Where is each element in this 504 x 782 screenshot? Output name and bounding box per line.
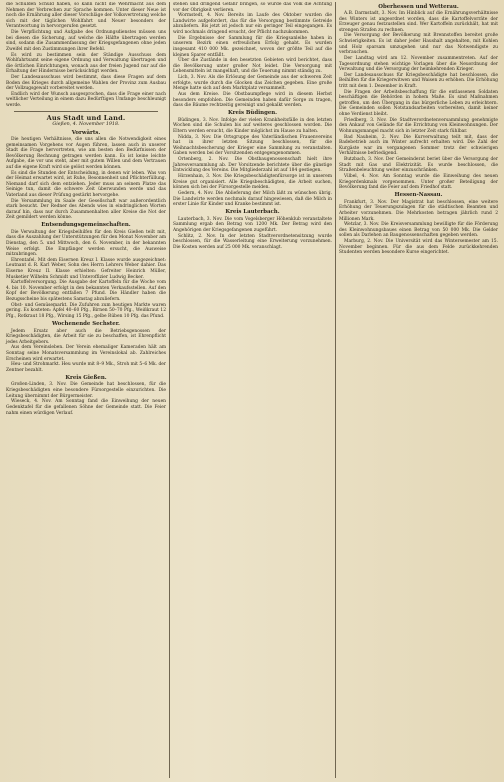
article-heading: Hessen-Nassau. — [394, 192, 443, 199]
article-heading: Wochenende Sechster. — [52, 321, 120, 328]
paragraph: Vilbel, 4. Nov. Am Sonntag wurde die Einweihung des neuen Kriegerdenkmals vorgenommen. Unter großer Beteiligung der Bevölkerung fand die Feier auf dem Friedhof statt. — [339, 174, 498, 191]
paragraph: Nidda, 3. Nov. Die Ortsgruppe des Vaterländischen Frauenvereins hat in ihrer letzten Sitzung beschlossen, für die Weihnachtsbescherung der Krieger eine Sammlung zu veranstalten. Gaben werden bei der Vorsitzenden entgegengenommen. — [173, 134, 332, 157]
article-heading: Kreis Büdingen. — [227, 110, 278, 117]
paragraph: Jedem Ersatz aber auch die Betriebsgenossen der Kriegsbeschädigten, die Arbeit für sie zu beschaffen, ist Ehrenpflicht jedes Arbeitgebers. — [6, 328, 166, 345]
dateline: Gießen, 4. November 1918. — [52, 122, 120, 128]
paragraph: Kartoffelversorgung. Die Ausgabe der Kartoffeln für die Woche vom 4. bis 10. November erfolgt in den bekannten Verkaufsstellen. Auf den Kopf der Bevölkerung entfallen 7 Pfund. Die Händler haben die Bezugsscheine bis spätestens Samstag abzuliefern. — [6, 280, 166, 303]
paragraph: Es sind die Stunden der Entscheidung, in denen wir leben. Was von der Heimat erwartet wird, ist Ruhe, Besonnenheit und Pflichterfüllung. Niemand darf sich dem entziehen. Jeder muss an seinem Platze das Seinige tun, damit die schwere Zeit überwunden werde und das Vaterland aus dieser Prüfung gestärkt hervorgehe. — [6, 170, 166, 198]
paragraph: Lich, 3. Nov. Als die Erlösung der Gemeinde aus der schweren Zeit erfolgte, wurde durch die Glocken das Zeichen gegeben. Eine große Menge hatte sich auf dem Marktplatz versammelt. — [173, 75, 332, 92]
article-heading: Entsendungsgemeinschaften. — [41, 222, 131, 229]
section-heading: Aus Stadt und Land. — [46, 113, 126, 122]
paragraph: Ortenberg, 2. Nov. Die Obstbaugenossenschaft hielt ihre Jahresversammlung ab. Der Vorsitzende berichtete über die günstige Entwicklung des Vereins. Die Mitgliederzahl ist auf 184 gestiegen. — [173, 157, 332, 174]
paragraph: Großen-Linden, 3. Nov. Die Gemeinde hat beschlossen, für die Kriegsbeschädigten eine besondere Fürsorgestelle einzurichten. Die Leitung übernimmt der Bürgermeister. — [6, 382, 166, 399]
paragraph: Aus dem Kreise. Die Obstbaumpflege wird in diesem Herbst besonders empfohlen. Die Gemeinden haben dafür Sorge zu tragen, dass die Bäume rechtzeitig gereinigt und gekalkt werden. — [173, 92, 332, 109]
article-heading: Kreis Lauterbach. — [225, 209, 280, 216]
paragraph: Es wird zu bestimmen sein der Ständige Ausschuss dem Wohlfahrtsamt seine eigene Ordnung und Verwaltung übertragen und die örtlichen Einrichtungen, wonach aus der freien Jugend nur auf die Erhaltung der Hindernisse berücksichtigt werden. — [6, 52, 166, 75]
paragraph: Die Fragen der Arbeitsbeschaffung für die entlassenen Soldaten beschäftigen die Behörden in hohem Maße. Es sind Maßnahmen getroffen, um den Übergang in das bürgerliche Leben zu erleichtern. Die Gemeinden sollen Notstandsarbeiten vorbereiten, damit keiner ohne Verdienst bleibt. — [339, 89, 498, 118]
column-container — [3, 2, 501, 778]
paragraph: Die Verpflichtung und Aufgabe des Ordnungsdienstes müssen uns bei diesen die Sicherung, auf welche die Hälfte übertragen werden sind, sodann die Zusammenfassung der Kriegsgefangenen ohne jeden Zweifel mit den Zustimmungen ihrer Befehl. — [6, 30, 166, 52]
paragraph: Friedberg, 3. Nov. Die Stadtverordnetenversammlung genehmigte den Ankauf von Gelände für die Errichtung von Kleinwohnungen. Der Wohnungsmangel macht sich in letzter Zeit stark fühlbar. — [339, 117, 498, 134]
paragraph: Gedern, 4. Nov. Die Ablieferung der Milch läßt zu wünschen übrig. Die Landwirte werden nochmals darauf hingewiesen, daß die Milch in erster Linie für Kinder und Kranke bestimmt ist. — [173, 191, 332, 208]
paragraph: stehen und dringend Gefahr bringen, so würde das Volk die Achtung vor der Obrigkeit verlieren. — [173, 2, 332, 13]
paragraph: Lauterbach, 3. Nov. Die vom Vogelsberger Höhenklub veranstaltete Sammlung ergab den Betrag von 1200 Mk. Der Betrag wird den Angehörigen der Kriegsgefangenen zugeführt. — [173, 216, 332, 233]
paragraph: Die Verwaltung der Kriegsbeihilfen für den Kreis Gießen teilt mit, dass die Auszahlung der Unterstützungen für den Monat November am Dienstag, den 5. und Mittwoch, den 6. November, in der bekannten Weise erfolgt. Die Empfänger werden ersucht, die Ausweise mitzubringen. — [6, 229, 166, 258]
paragraph: Wieseck, 4. Nov. Am Sonntag fand die Einweihung der neuen Gedenktafel für die gefallenen Söhne der Gemeinde statt. Die Feier nahm einen würdigen Verlauf. — [6, 399, 166, 416]
paragraph: Ehrentafel. Mit dem Eisernen Kreuz I. Klasse wurde ausgezeichnet: Leutnant d. R. Karl Weber, Sohn des Herrn Lehrers Weber dahier. Das Eiserne Kreuz II. Klasse erhielten: Gefreiter Heinrich Müller, Musketier Wilhelm Schmidt und Unteroffizier Ludwig Becker. — [6, 257, 166, 280]
paragraph: Schlitz, 2. Nov. In der letzten Stadtverordnetensitzung wurde beschlossen, für die Wasserleitung eine Erweiterung vorzunehmen. Die Kosten werden auf 25 000 Mk. veranschlagt. — [173, 233, 332, 250]
paragraph: Wormstedt, 4. Nov. Bereits im Laufe des Oktober wurden die Landwirte aufgefordert, das für die Versorgung bestimmte Getreide abzuliefern. Bis jetzt ist jedoch nur ein geringer Teil eingegangen. Es wird nochmals dringend ersucht, der Pflicht nachzukommen. — [173, 13, 332, 36]
paragraph: Der Landesausschuss für Kriegsbeschädigte hat beschlossen, die Beihilfen für die Kriegerwitwen und Waisen zu erhöhen. Die Erhöhung tritt mit dem 1. Dezember in Kraft. — [339, 72, 498, 89]
paragraph: Die Versammlung im Saale der Gesellschaft war außerordentlich stark besucht. Der Redner des Abends wies in eindringlichen Worten darauf hin, dass nur durch Zusammenhalten aller Kreise die Not der Zeit gemildert werden könne. — [6, 198, 166, 221]
column-1 — [3, 2, 169, 778]
paragraph: Der Landesausschuss wird bestimmt, dass diese Fragen auf dem Boden des Krieges durch allgemeine Wahlen der Provinz zum Ausbau der Vollzugsgewalt vorbereitet werden. — [6, 75, 166, 92]
paragraph: Endlich wird der Wunsch ausgesprochen, dass die Frage einer nach weltlicher Verteilung in einem dazu Bedürftigen Umfange beschleunigt werde. — [6, 91, 166, 109]
paragraph: Die heutigen Verhältnisse, die uns allen die Notwendigkeit eines gemeinsamen Vorgehens vor Augen führen, lassen auch in unserer Stadt die Frage hervortreten, wie am besten den Bedürfnissen der Bevölkerung Rechnung getragen werden kann. Es ist keine leichte Aufgabe, die vor uns steht, aber mit gutem Willen und dem Vertrauen auf die eigene Kraft wird sie gelöst werden können. — [6, 137, 166, 170]
paragraph: Heu- und Strohmarkt. Heu wurde mit 8–9 Mk., Stroh mit 5–6 Mk. der Zentner bezahlt. — [6, 362, 166, 373]
article-heading: Kreis Gießen. — [65, 374, 107, 381]
paragraph: Hirzenhain, 3. Nov. Die Kriegsbeschädigtenfürsorge ist in unserem Kreise gut organisiert. Alle Kriegsbeschädigten, die Arbeit suchen, können sich bei der Fürsorgestelle melden. — [173, 174, 332, 191]
article-heading: Oberhessen und Wetterau. — [378, 3, 459, 10]
paragraph: Marburg, 2. Nov. Die Universität wird das Wintersemester am 15. November beginnen. Für die aus dem Felde zurückkehrenden Studenten werden besondere Kurse eingerichtet. — [339, 239, 498, 256]
paragraph: Bad Nauheim, 2. Nov. Die Kurverwaltung teilt mit, dass der Badebetrieb auch im Winter aufrecht erhalten wird. Die Zahl der Kurgäste war im vergangenen Sommer trotz der schwierigen Verhältnisse befriedigend. — [339, 134, 498, 157]
paragraph: Aus dem Vereinsleben. Der Verein ehemaliger Kameraden hält am Sonntag seine Monatsversammlung im Vereinslokal ab. Zahlreiches Erscheinen wird erwartet. — [6, 345, 166, 362]
paragraph: Frankfurt, 3. Nov. Der Magistrat hat beschlossen, eine weitere Erhöhung der Teuerungszulagen für die städtischen Beamten und Arbeiter vorzunehmen. Die Mehrkosten betragen jährlich rund 2 Millionen Mark. — [339, 199, 498, 222]
paragraph: Über die Zustände in den besetzten Gebieten wird berichtet, dass die Bevölkerung unter großer Not leidet. Die Versorgung mit Lebensmitteln ist mangelhaft, und die Teuerung nimmt ständig zu. — [173, 58, 332, 75]
paragraph: Die Ergebnisse der Sammlung für die Kriegsanleihe haben in unserem Bezirk einen erfreulichen Erfolg gehabt. Es wurden insgesamt 410 000 Mk. gezeichnet, wovon der größte Teil auf die kleinen Sparer entfällt. — [173, 35, 332, 58]
article-heading: Vorwärts. — [71, 129, 101, 136]
divider — [14, 111, 158, 112]
paragraph: Die Versorgung der Bevölkerung mit Brennstoffen bereitet große Schwierigkeiten. Es ist daher jeder Haushalt angehalten, mit Kohlen und Holz sparsam umzugehen und nur das Notwendigste zu verbrauchen. — [339, 33, 498, 56]
paragraph: A.B. Darmstadt, 3. Nov. Im Hinblick auf die Ernährungsverhältnisse des Winters ist angeordnet worden, dass die Kartoffelvorräte der Erzeuger genau festzustellen sind. Wer Kartoffeln zurückhält, hat mit strengen Strafen zu rechnen. — [339, 11, 498, 33]
paragraph: Büdingen, 3. Nov. Infolge der vielen Krankheitsfälle in den letzten Wochen sind die Schulen bis auf weiteres geschlossen worden. Die Eltern werden ersucht, die Kinder möglichst im Hause zu halten. — [173, 117, 332, 134]
column-3 — [335, 2, 501, 778]
column-2 — [169, 2, 335, 778]
paragraph: Obst- und Gemüsemarkt. Die Zufuhren zum heutigen Markte waren gering. Es kosteten: Äpfel 40–60 Pfg., Birnen 50–70 Pfg., Weißkraut 12 Pfg., Rotkraut 18 Pfg., Wirsing 15 Pfg., gelbe Rüben 10 Pfg. das Pfund. — [6, 302, 166, 319]
paragraph: die Schulden Schuld haben, so kann nicht die Wehrmacht aus dem Nehmen der Verbrechen zur Sprache kommen. Unter dieser Neue ist noch die Ernährung aller dieser Vorschläge der Volksvertretung welche sich mit der täglichen Wohlfahrt und Neuer besonders der Verantwortung in hervorgerufen gesetzt. — [6, 2, 166, 30]
paragraph: Der Landtag wird am 12. November zusammentreten. Auf der Tagesordnung stehen wichtige Vorlagen über die Neuordnung der Verwaltung und die Versorgung der heimkehrenden Krieger. — [339, 55, 498, 73]
paragraph: Butzbach, 3. Nov. Der Gemeinderat beriet über die Versorgung der Stadt mit Gas und Elektrizität. Es wurde beschlossen, die Straßenbeleuchtung weiter einzuschränken. — [339, 157, 498, 174]
paragraph: Wetzlar, 3. Nov. Die Kreisversammlung bewilligte für die Förderung des Kleinwohnungsbaues einen Betrag von 50 000 Mk. Die Gelder sollen als Darlehen an Baugenossenschaften gegeben werden. — [339, 222, 498, 239]
